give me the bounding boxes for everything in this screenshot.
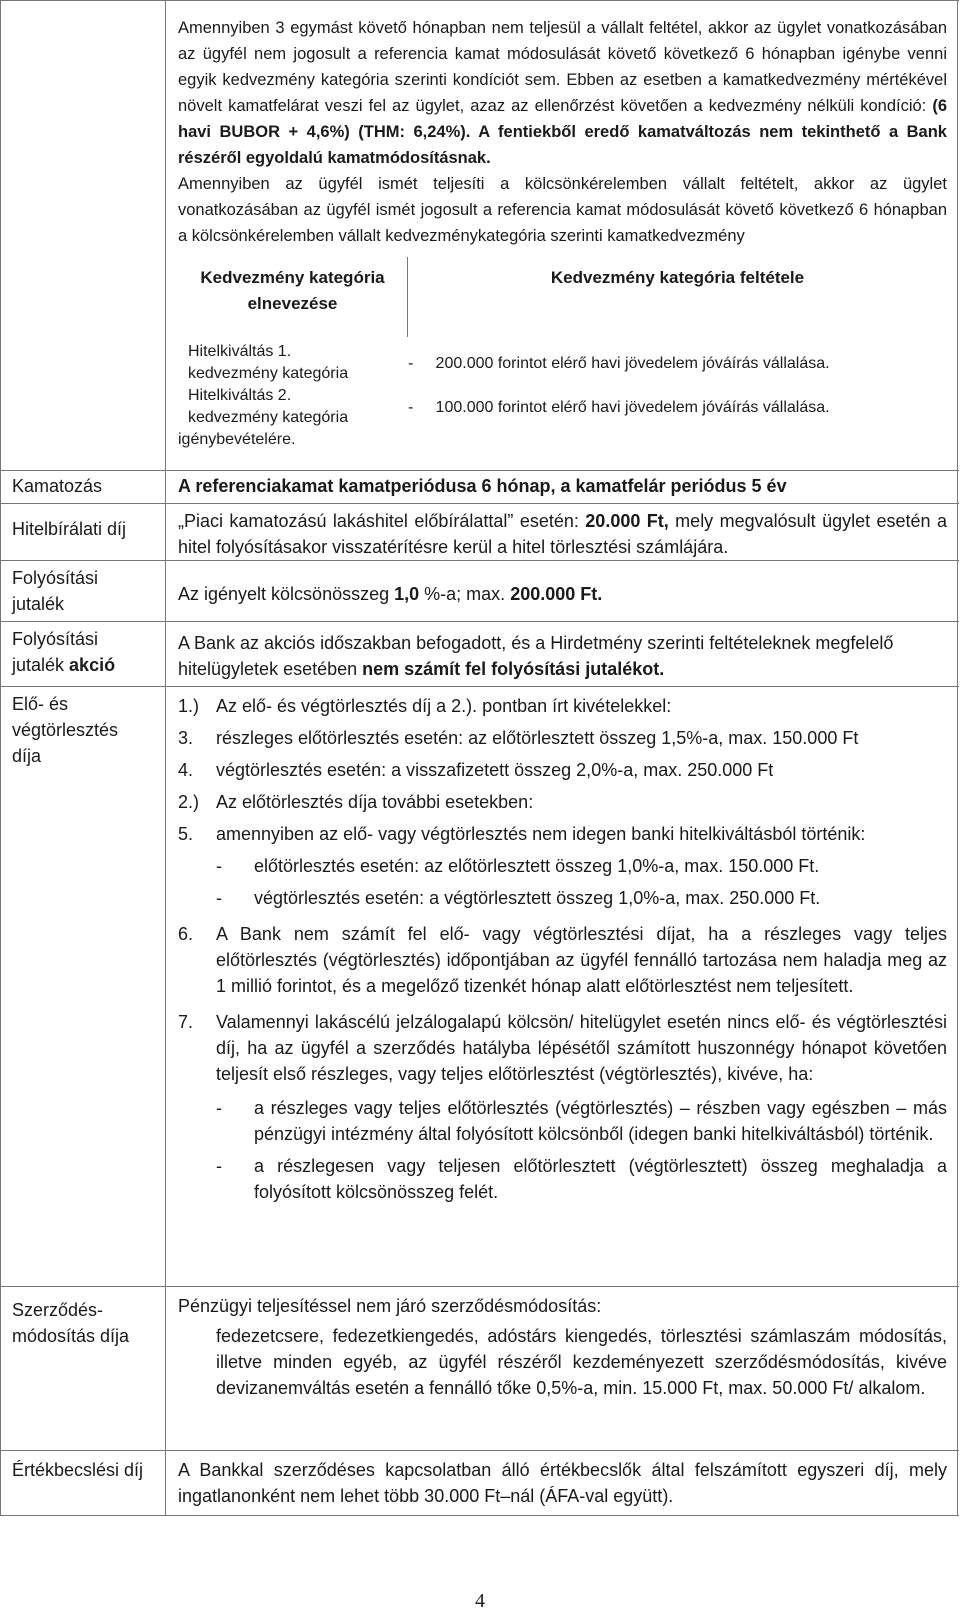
intro-paragraph-2 xyxy=(178,171,947,249)
row-folyositasi-akcio xyxy=(0,621,959,686)
intro-content-cell xyxy=(166,1,958,470)
row-hitelbiralati xyxy=(0,503,959,560)
label-szerzodesmod: Szerződés-módosítás díja xyxy=(0,1287,166,1450)
akcio-label-a: Folyósítási jutalék xyxy=(12,629,99,675)
hitelbiralati-c: mely megvalósult ügylet esetén a hitel folyósításakor visszatérítésre kerül a hitel törlesztési számlájára. xyxy=(178,511,947,557)
label-folyositasi: Folyósítási jutalék xyxy=(0,561,166,621)
szerzodesmod-title: Pénzügyi teljesítéssel nem járó szerződésmódosítás: xyxy=(178,1296,602,1316)
elo-item-4-num: 4. xyxy=(178,760,194,780)
elo-item-1-num: 1.) xyxy=(178,696,200,716)
elo-dash-5b xyxy=(178,885,947,911)
text-hitelbiralati xyxy=(166,504,958,560)
folyositasi-b: 1,0 xyxy=(394,584,420,604)
elo-item-2-text: Az előtörlesztés díja további esetekben: xyxy=(216,792,534,812)
elo-item-3 xyxy=(178,725,947,751)
elo-item-2 xyxy=(178,789,947,815)
elo-item-4 xyxy=(178,757,947,783)
elo-item-4-text: végtörlesztés esetén: a visszafizetett összeg 2,0%-a, max. 250.000 Ft xyxy=(216,760,774,780)
row-szerzodesmod xyxy=(0,1286,959,1450)
label-folyositasi-akcio xyxy=(0,622,166,686)
text-szerzodesmod xyxy=(166,1287,958,1450)
text-elotorlesztes xyxy=(166,687,958,1286)
cat2-line2: kedvezmény kategória xyxy=(188,409,349,426)
category-header-name: Kedvezmény kategória elnevezése xyxy=(178,257,408,337)
intro-text-a: Amennyiben 3 egymást követő hónapban nem teljesül a vállalt feltétel, akkor az ügylet vonatkozásában az ügyfél nem jogosult a referencia kamat módosulását követő következő 6 hónapban igénybe venni egyik kedvezmény kategória szerinti kondíciót sem. Ebben az esetben a kamatkedvezmény mértékével növelt kamatfelárat veszi fel az ügylet, azaz az ellenőrzést követően a kedvezmény nélküli kondíció: xyxy=(178,19,947,115)
page-number: 4 xyxy=(475,1590,485,1612)
category-row-1 xyxy=(178,341,947,385)
text-kamatozas: A referenciakamat kamatperiódusa 6 hónap, a kamatfelár periódus 5 év xyxy=(166,471,958,503)
category-header-condition: Kedvezmény kategória feltétele xyxy=(550,268,805,287)
intro-label-cell xyxy=(0,1,166,470)
category-row-1-name xyxy=(178,341,408,385)
hitelbiralati-a: „Piaci kamatozású lakáshitel előbírálattal” esetén: xyxy=(178,511,579,531)
label-ertekbecslesi: Értékbecslési díj xyxy=(0,1451,166,1515)
intro-row xyxy=(0,0,959,470)
elo-item-7-num: 7. xyxy=(178,1012,194,1032)
text-ertekbecslesi: A Bankkal szerződéses kapcsolatban álló értékbecslők által felszámított egyszeri díj, mely ingatlanonként nem lehet több 30.000 Ft–nál (ÁFA-val együtt). xyxy=(166,1451,958,1515)
folyositasi-d: 200.000 Ft. xyxy=(510,584,603,604)
cat2-line1: Hitelkiváltás 2. xyxy=(188,387,292,404)
label-elotorlesztes: Elő- és végtörlesztés díja xyxy=(0,687,166,1286)
category-row-2-condition: - 100.000 forintot elérő havi jövedelem jóváírás vállalása. xyxy=(408,399,830,416)
elo-item-5 xyxy=(178,821,947,847)
cat1-line2: kedvezmény kategória xyxy=(188,365,349,382)
row-folyositasi xyxy=(0,560,959,621)
folyositasi-a: Az igényelt kölcsönösszeg xyxy=(178,584,395,604)
row-elotorlesztes xyxy=(0,686,959,1286)
dash-symbol: - xyxy=(216,1156,222,1176)
elo-item-6-num: 6. xyxy=(178,924,194,944)
category-row-2 xyxy=(178,385,947,429)
dash-symbol: - xyxy=(216,1098,222,1118)
intro-text-2: Amennyiben az ügyfél ismét teljesíti a kölcsönkérelemben vállalt feltételt, akkor az ügylet vonatkozásában az ügyfél ismét jogosult a referencia kamat módosulását követő következő 6 hónapban a kölcsönkérelemben vállalt kedvezménykategória szerinti kamatkedvezmény xyxy=(178,175,947,245)
szerzodesmod-text: fedezetcsere, fedezetkiengedés, adóstárs kiengedés, törlesztési számlaszám módosítás, illetve minden egyéb, az ügyfél részéről kezdeményezett szerződésmódosítás, kivéve devizanemváltás esetén a fennálló tőke 0,5%-a, min. 15.000 Ft, max. 50.000 Ft/ alkalom. xyxy=(216,1326,947,1398)
category-trailing: igénybevételére. xyxy=(178,431,296,448)
row-ertekbecslesi xyxy=(0,1450,959,1516)
dash-symbol: - xyxy=(216,888,222,908)
elo-item-3-num: 3. xyxy=(178,728,194,748)
elo-item-5-text: amennyiben az elő- vagy végtörlesztés nem idegen banki hitelkiváltásból történik: xyxy=(216,824,866,844)
category-row-2-name xyxy=(178,385,408,429)
akcio-label-b: akció xyxy=(69,655,116,675)
elo-dash-7a xyxy=(178,1095,947,1147)
elo-item-7-text: Valamennyi lakáscélú jelzálogalapú kölcsön/ hitelügylet esetén nincs elő- és végtörlesztési díj, ha az ügyfél a szerződés hatályba lépésétől számított huszonnégy hónapot követően teljesít első részleges, vagy teljes előtörlesztést (végtörlesztés), kivéve, ha: xyxy=(216,1012,947,1084)
elo-dash-7b xyxy=(178,1153,947,1205)
akcio-text-a: A Bank az akciós időszakban befogadott, és a Hirdetmény szerinti feltételeknek megfelelő hitelügyletek esetében xyxy=(178,633,894,679)
akcio-text-b: nem számít fel folyósítási jutalékot. xyxy=(362,659,665,679)
label-hitelbiralati: Hitelbírálati díj xyxy=(0,504,166,560)
elo-item-3-text: részleges előtörlesztés esetén: az előtörlesztett összeg 1,5%-a, max. 150.000 Ft xyxy=(216,728,859,748)
elo-dash-5b-text: végtörlesztés esetén: a végtörlesztett összeg 1,0%-a, max. 250.000 Ft. xyxy=(254,888,821,908)
elo-dash-7a-text: a részleges vagy teljes előtörlesztés (végtörlesztés) – részben vagy egészben – más pénzügyi intézmény által folyósított kölcsönből (idegen banki hitelkiváltásból) történik. xyxy=(254,1098,947,1144)
hitelbiralati-b: 20.000 Ft, xyxy=(585,511,669,531)
intro-paragraph-1 xyxy=(178,15,947,171)
elo-item-1-text: Az elő- és végtörlesztés díj a 2.). pontban írt kivételekkel: xyxy=(216,696,672,716)
label-kamatozas: Kamatozás xyxy=(0,471,166,503)
row-kamatozas xyxy=(0,470,959,503)
elo-item-7 xyxy=(178,1009,947,1087)
elo-dash-5a xyxy=(178,853,947,879)
dash-symbol: - xyxy=(216,856,222,876)
elo-item-1 xyxy=(178,693,947,719)
elo-dash-5a-text: előtörlesztés esetén: az előtörlesztett összeg 1,0%-a, max. 150.000 Ft. xyxy=(254,856,820,876)
category-table xyxy=(178,257,947,337)
elo-item-2-num: 2.) xyxy=(178,792,200,812)
text-folyositasi xyxy=(166,561,958,621)
elo-item-6-text: A Bank nem számít fel elő- vagy végtörlesztési díjat, ha a részleges vagy teljes előtörlesztés (végtörlesztés) időpontjában az ügyfél fennálló tartozása nem haladja meg az 1 millió forintot, és a megelőző tizenkét hónap alatt előtörlesztést nem teljesített. xyxy=(216,924,947,996)
elo-item-6 xyxy=(178,921,947,999)
elo-dash-7b-text: a részlegesen vagy teljesen előtörlesztett (végtörlesztett) összeg meghaladja a folyósított kölcsönösszeg felét. xyxy=(254,1156,947,1202)
cat1-line1: Hitelkiváltás 1. xyxy=(188,343,292,360)
elo-item-5-num: 5. xyxy=(178,824,194,844)
text-folyositasi-akcio xyxy=(166,622,958,686)
intro-text-bold: (6 havi BUBOR + 4,6%) (THM: 6,24%). A fentiekből eredő kamatváltozás nem tekinthető a Bank részéről egyoldalú kamatmódosításnak. xyxy=(178,97,947,167)
folyositasi-c: %-a; max. xyxy=(419,584,511,604)
category-row-1-condition: - 200.000 forintot elérő havi jövedelem jóváírás vállalása. xyxy=(408,355,830,372)
